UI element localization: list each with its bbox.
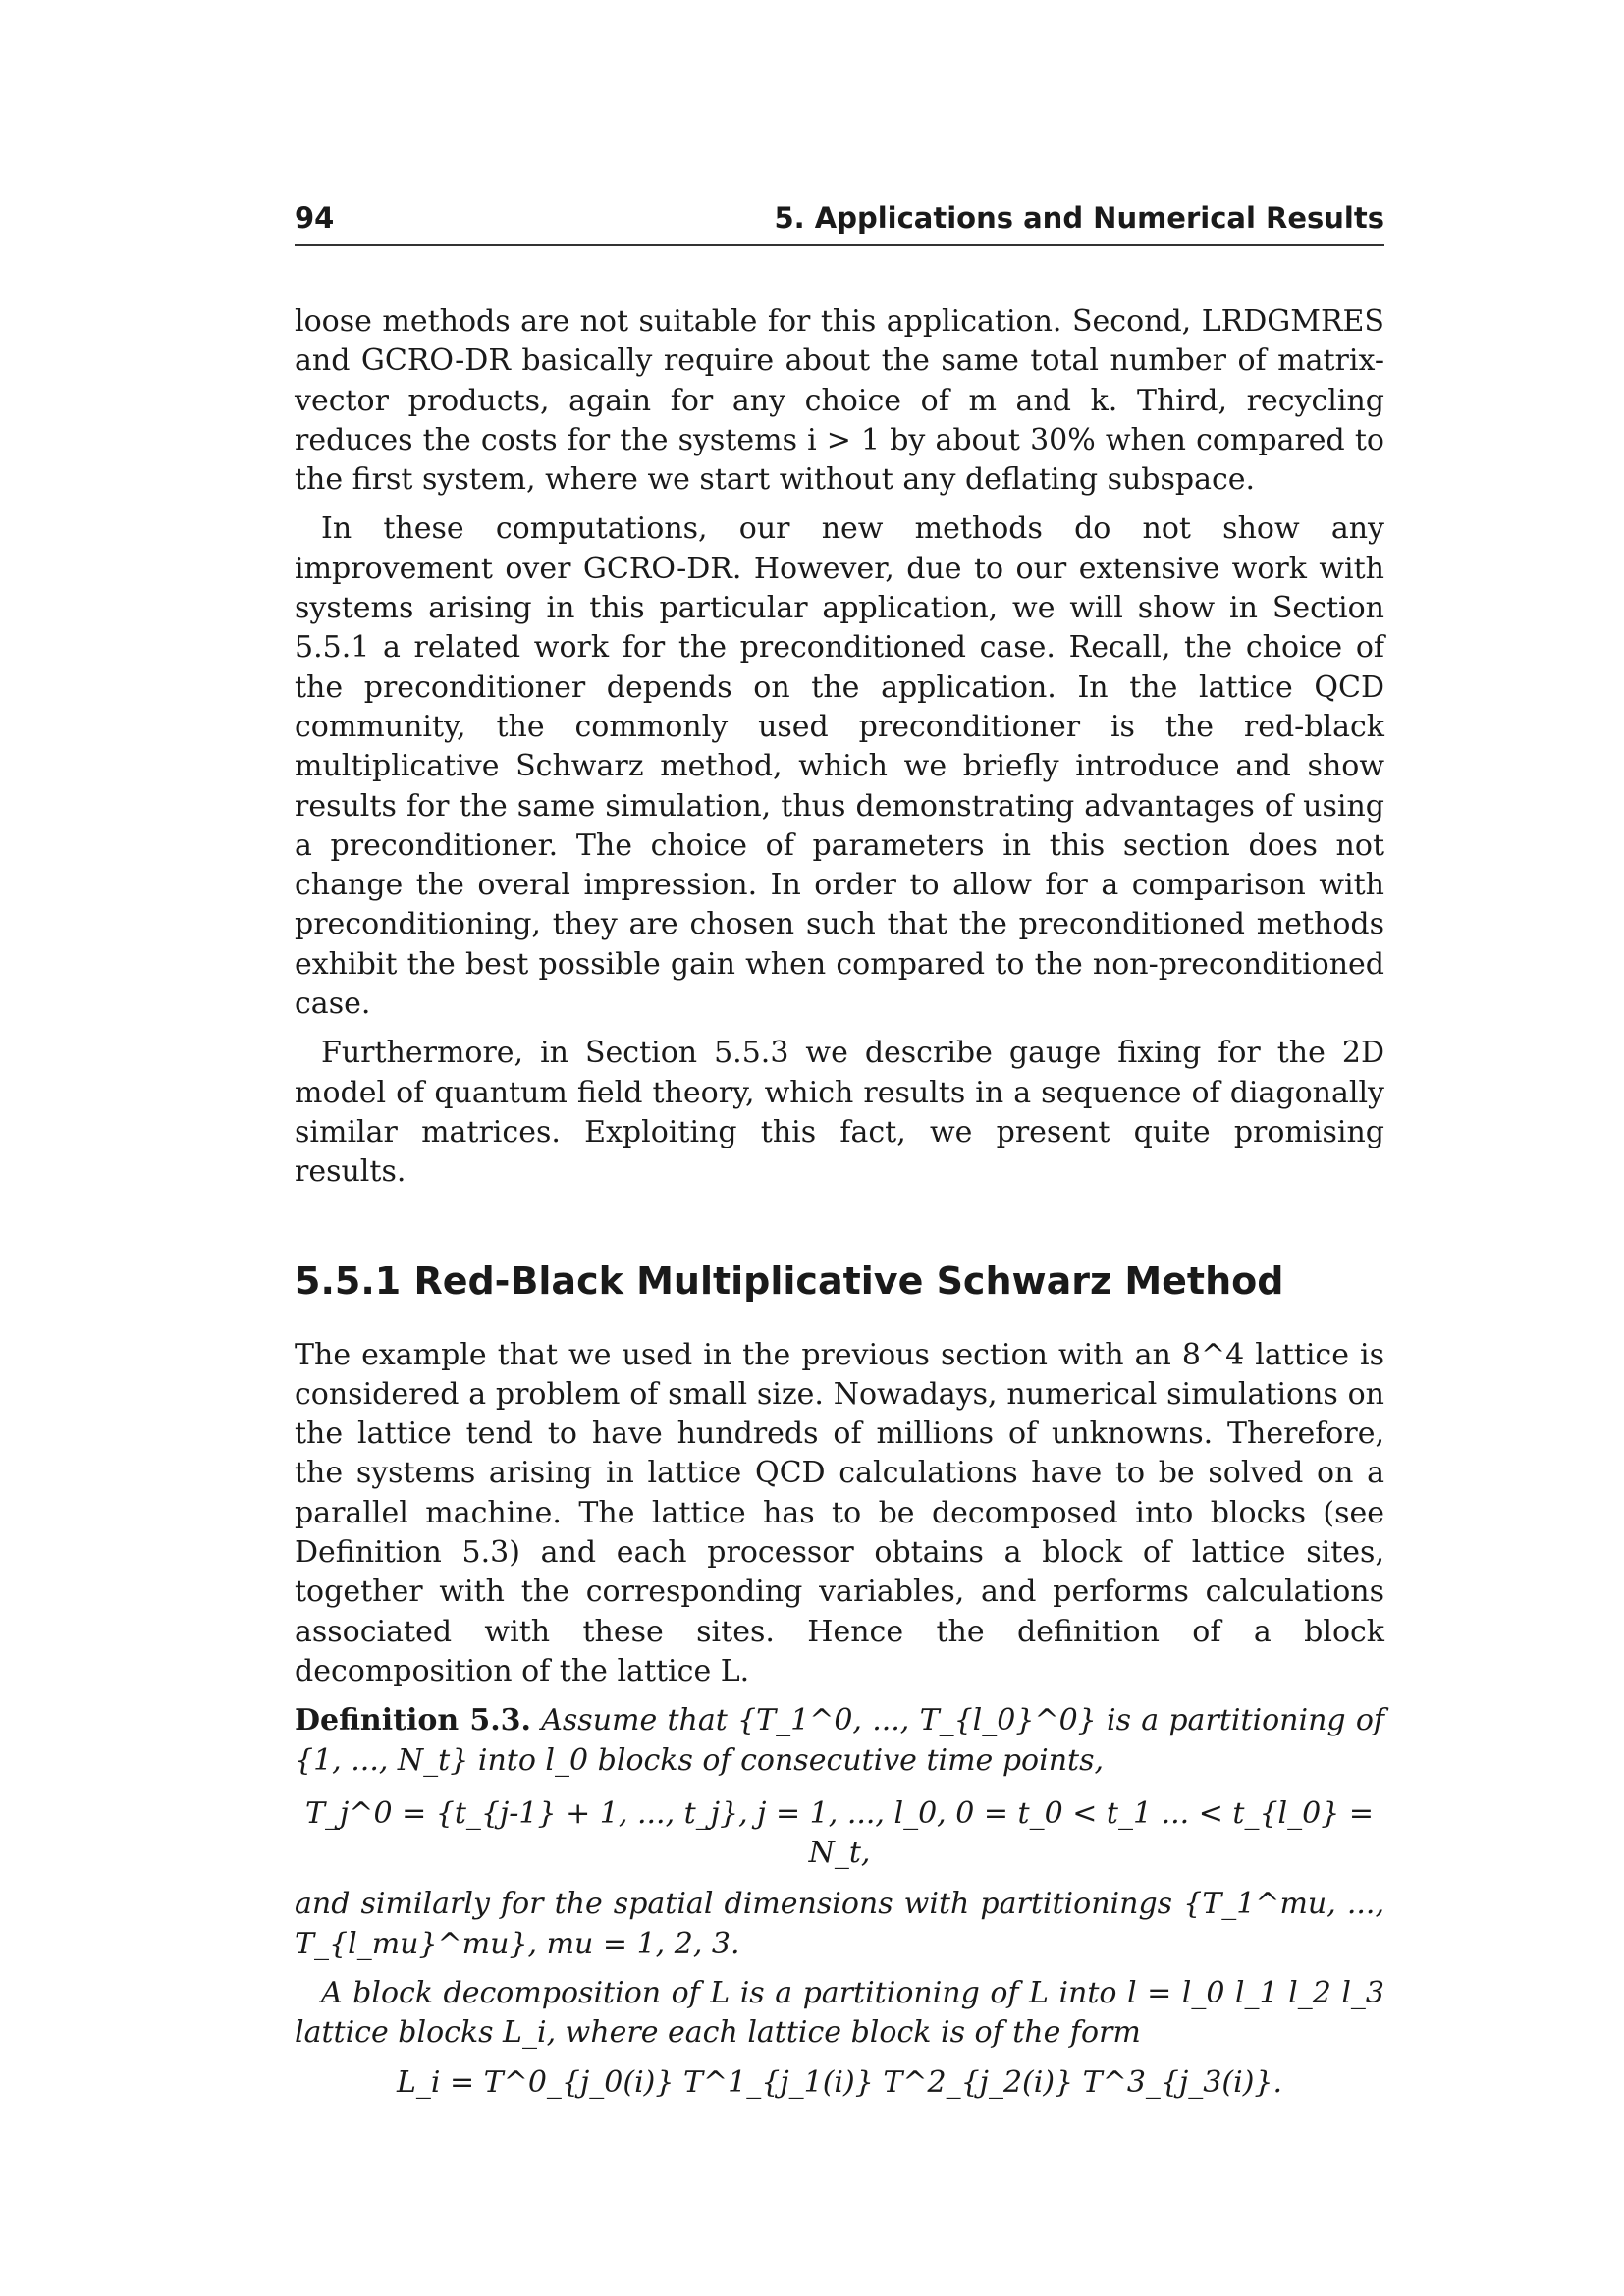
definition-label: Definition 5.3. [295,1703,531,1738]
section-heading [295,1255,1384,1307]
page-number: 94 [295,201,335,235]
definition-continuation: and similarly for the spatial dimensions with partitionings {T_1^mu, ..., T_{l_mu}^mu}, mu = 1, 2, 3. [295,1887,1384,1961]
section-title: Red-Black Multiplicative Schwarz Method [413,1258,1284,1303]
section-paragraph: The example that we used in the previous section with an 8^4 lattice is considered a problem of small size. Nowadays, numerical simulations on the lattice tend to have hundreds of millions of unknowns. Therefore, the systems arising in lattice QCD calculations have to be solved on a parallel machine. The lattice has to be decomposed into blocks (see Definition 5.3) and each processor obtains a block of lattice sites, together with the corresponding variables, and performs calculations associated with these sites. Hence the definition of a block decomposition of the lattice L. [295,1337,1384,1688]
paragraph: loose methods are not suitable for this application. Second, LRDGMRES and GCRO-DR basically require about the same total number of matrix-vector products, again for any choice of m and k. Third, recycling reduces the costs for the systems i > 1 by about 30% when compared to the first system, where we start without any deflating subspace. [295,304,1384,498]
equation-lattice-block: L_i = T^0_{j_0(i)} T^1_{j_1(i)} T^2_{j_2(i)} T^3_{j_3(i)}. [396,2064,1283,2100]
section-number: 5.5.1 [295,1258,402,1303]
definition-statement: Assume that {T_1^0, ..., T_{l_0}^0} is a partitioning of {1, ..., N_t} into l_0 blocks of consecutive time points, [295,1703,1384,1778]
equation-time-blocks: T_j^0 = {t_{j-1} + 1, ..., t_j}, j = 1, ..., l_0, 0 = t_0 < t_1 ... < t_{l_0} = N_t, [305,1795,1374,1871]
block-decomposition-statement: A block decomposition of L is a partitioning of L into l = l_0 l_1 l_2 l_3 lattice blocks L_i, where each lattice block is of the form [295,1975,1384,2051]
running-header [295,199,1384,246]
page-body [295,302,1384,2112]
chapter-title: 5. Applications and Numerical Results [774,201,1384,235]
paragraph: In these computations, our new methods do not show any improvement over GCRO-DR. However, due to our extensive work with systems arising in this particular application, we will show in Section 5.5.1 a related work for the preconditioned case. Recall, the choice of the preconditioner depends on the application. In the lattice QCD community, the commonly used preconditioner is the red-black multiplicative Schwarz method, which we briefly introduce and show results for the same simulation, thus demonstrating advantages of using a preconditioner. The choice of parameters in this section does not change the overal impression. In order to allow for a comparison with preconditioning, they are chosen such that the preconditioned methods exhibit the best possible gain when compared to the non-preconditioned case. [295,511,1384,1022]
paragraph: Furthermore, in Section 5.5.3 we describe gauge fixing for the 2D model of quantum field theory, which results in a sequence of diagonally similar matrices. Exploiting this fact, we present quite promising results. [295,1036,1384,1190]
definition-block [295,1701,1384,1781]
